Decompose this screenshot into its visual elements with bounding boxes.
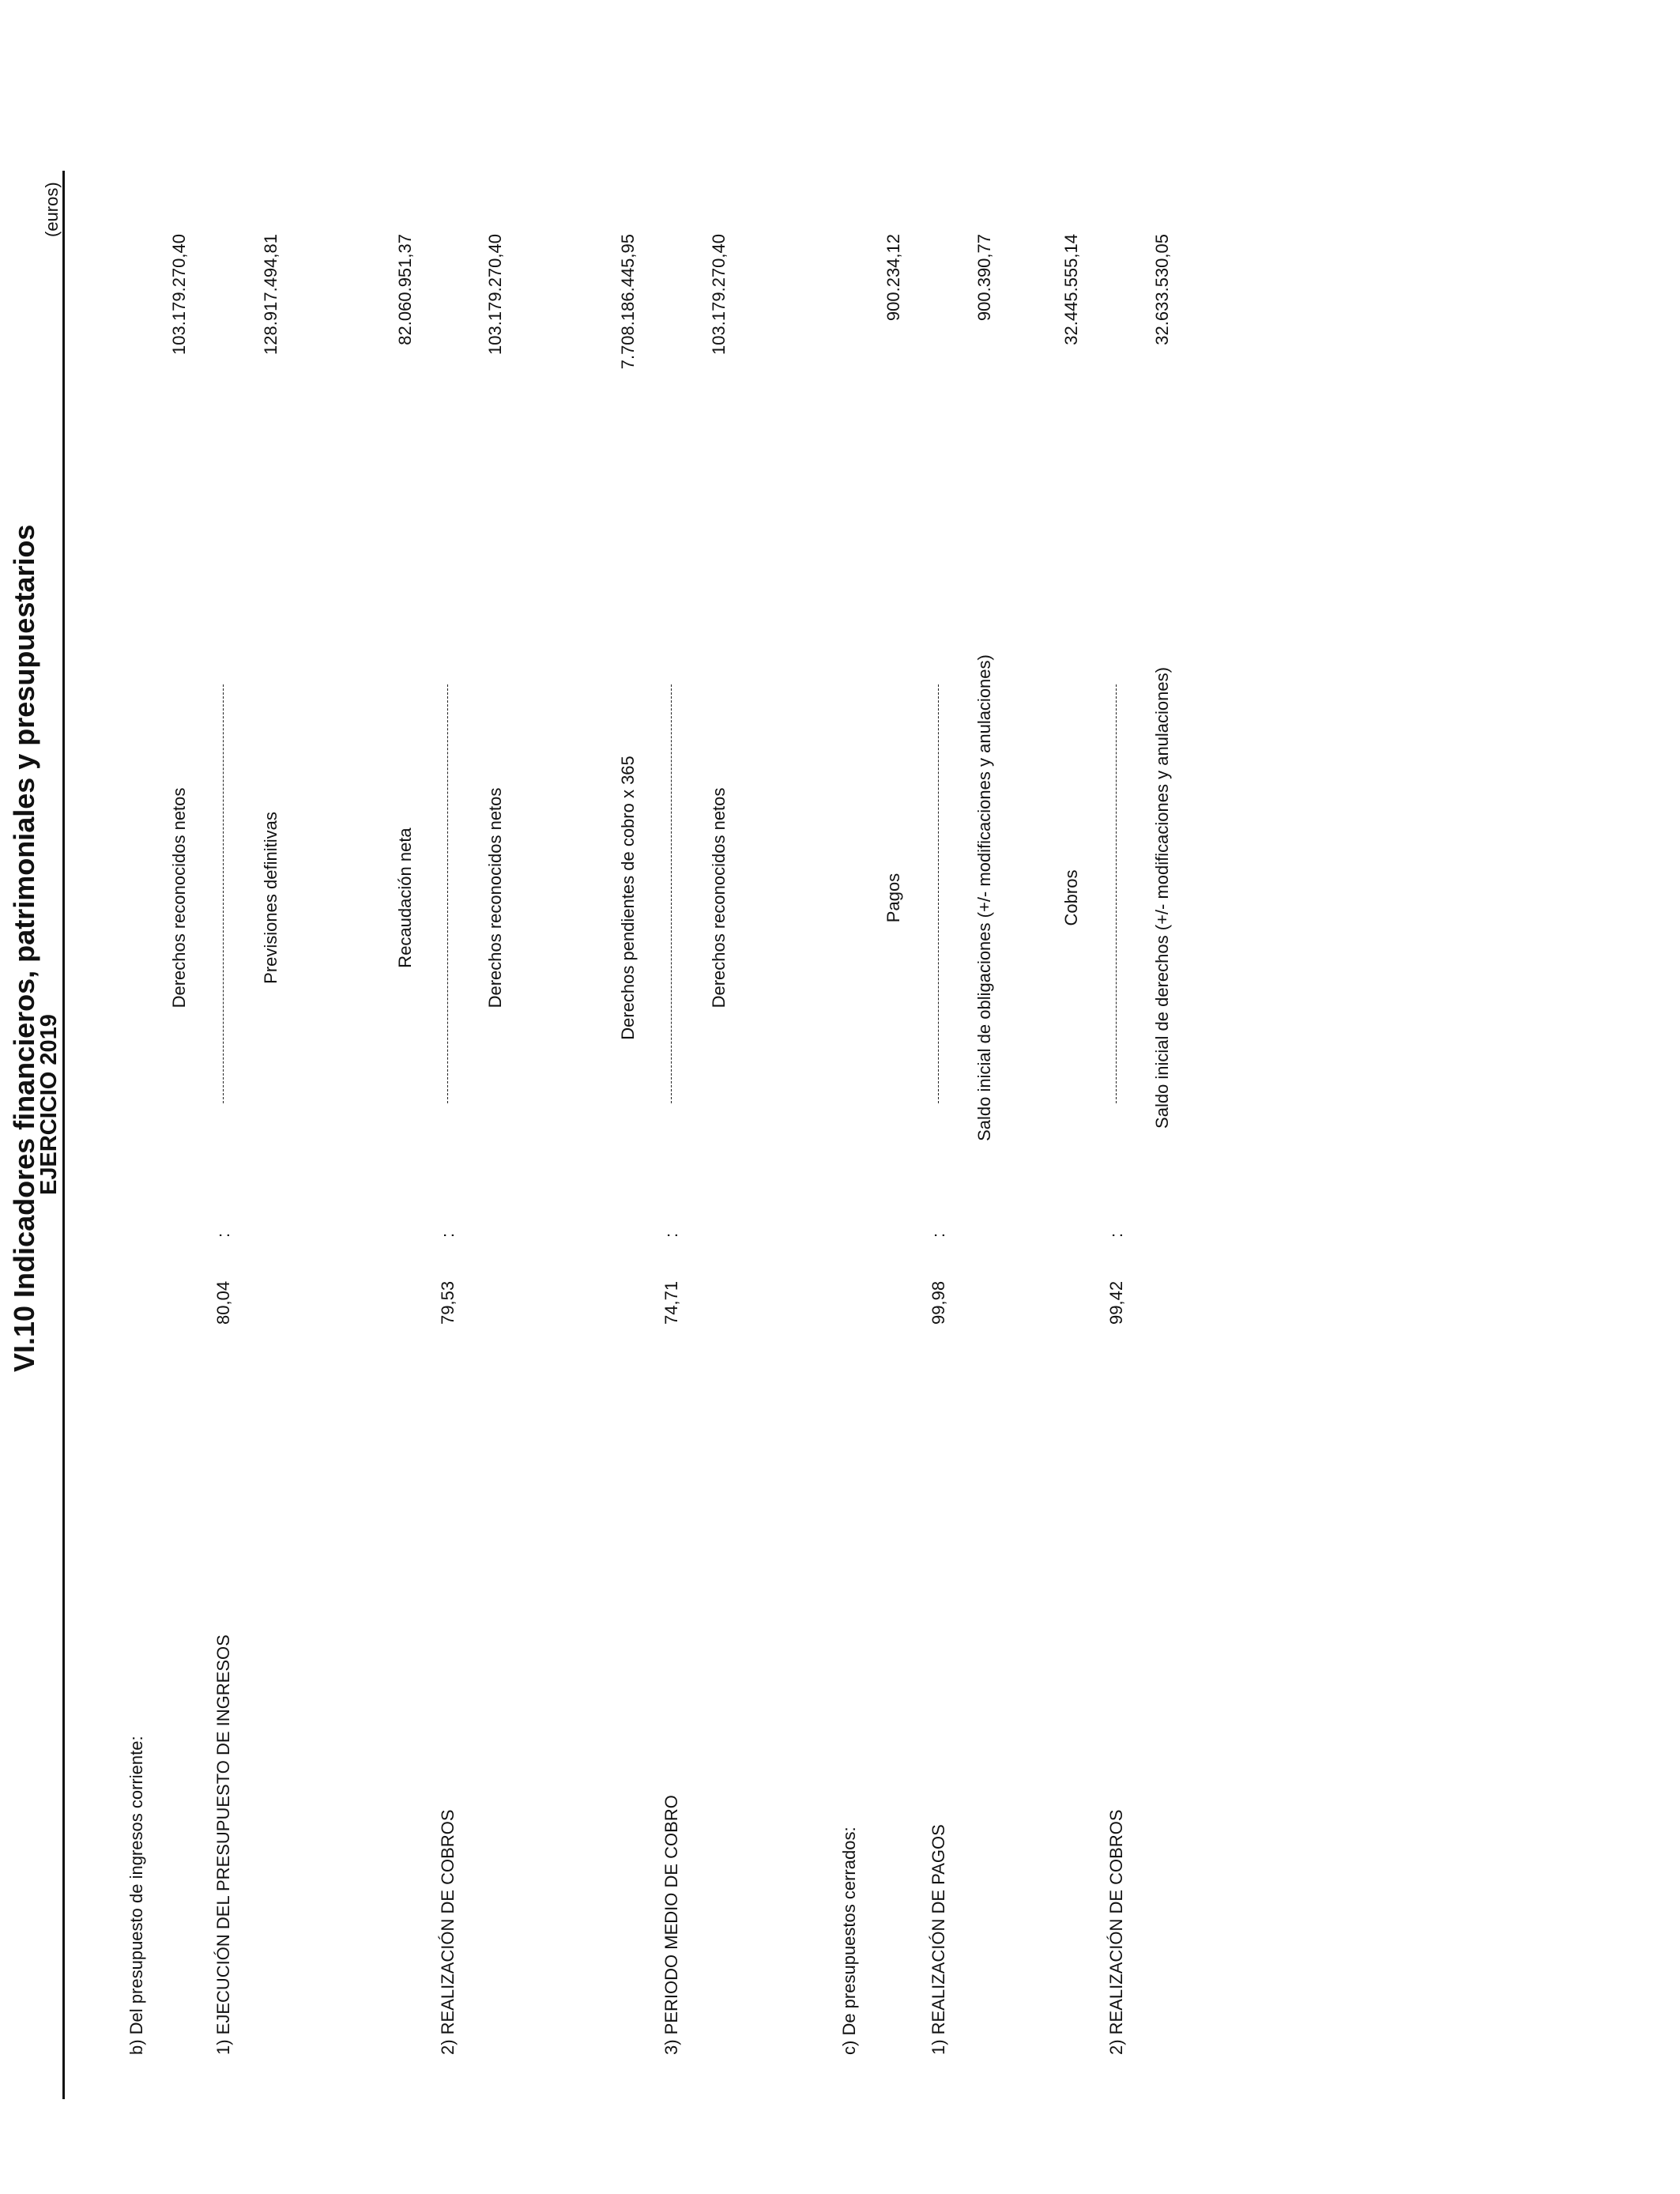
ejecucion-fraction-line: [223, 684, 224, 1103]
indicator-realizacion-label: 2) REALIZACIÓN DE COBROS: [438, 1809, 458, 2055]
ejecucion-denominator-amount: 128.917.494,81: [261, 234, 281, 355]
periodo-numerator: Derechos pendientes de cobro x 365: [618, 756, 638, 1040]
indicator-pagos-colon: :: [929, 1232, 948, 1238]
realizacion-numerator-amount: 82.060.951,37: [395, 234, 415, 345]
indicator-ejecucion-colon: :: [213, 1232, 233, 1238]
periodo-fraction-line: [671, 684, 672, 1103]
pagos-numerator-amount: 900.234,12: [883, 234, 903, 322]
pagos-denominator: Saldo inicial de obligaciones (+/- modificaciones y anulaciones): [974, 654, 994, 1141]
indicator-ejecucion-value: 80,04: [213, 1280, 233, 1325]
periodo-denominator: Derechos reconocidos netos: [709, 787, 729, 1008]
indicator-periodo-colon: :: [661, 1232, 681, 1238]
cobros-numerator-amount: 32.445.555,14: [1061, 234, 1081, 345]
periodo-denominator-amount: 103.179.270,40: [709, 234, 729, 355]
cobros-denominator: Saldo inicial de derechos (+/- modificaciones y anulaciones): [1152, 667, 1172, 1129]
cobros-numerator: Cobros: [1061, 869, 1081, 926]
realizacion-fraction-line: [447, 684, 448, 1103]
header-top-rule: [62, 171, 65, 2099]
realizacion-numerator: Recaudación neta: [395, 827, 415, 968]
indicator-periodo-value: 74,71: [661, 1280, 681, 1325]
indicator-cobros-colon: :: [1106, 1232, 1126, 1238]
pagos-fraction-line: [938, 684, 939, 1103]
indicator-realizacion-colon: :: [438, 1232, 458, 1238]
indicator-cobros-label: 2) REALIZACIÓN DE COBROS: [1106, 1809, 1126, 2055]
currency-unit: (euros): [42, 182, 62, 237]
ejecucion-denominator: Previsiones definitivas: [261, 812, 281, 984]
indicator-realizacion-value: 79,53: [438, 1280, 458, 1325]
cobros-fraction-line: [1116, 684, 1117, 1103]
ejecucion-numerator-amount: 103.179.270,40: [169, 234, 189, 355]
indicator-cobros-value: 99,42: [1106, 1280, 1126, 1325]
section-b-heading: b) Del presupuesto de ingresos corriente:: [126, 1736, 146, 2055]
pagos-denominator-amount: 900.390,77: [974, 234, 994, 322]
ejecucion-numerator: Derechos reconocidos netos: [169, 787, 189, 1008]
page-subtitle: EJERCICIO 2019: [36, 1014, 62, 1195]
periodo-numerator-amount: 7.708.186.445,95: [618, 234, 638, 370]
cobros-denominator-amount: 32.633.530,05: [1152, 234, 1172, 345]
realizacion-denominator: Derechos reconocidos netos: [485, 787, 505, 1008]
page-title: VI.10 Indicadores financieros, patrimoniales y presupuestarios: [8, 524, 40, 1372]
section-c-heading: c) De presupuestos cerrados:: [839, 1826, 859, 2055]
indicator-pagos-value: 99,98: [929, 1280, 948, 1325]
indicator-ejecucion-label: 1) EJECUCIÓN DEL PRESUPUESTO DE INGRESOS: [213, 1634, 233, 2055]
pagos-numerator: Pagos: [883, 873, 903, 923]
indicator-periodo-label: 3) PERIODO MEDIO DE COBRO: [661, 1795, 681, 2055]
realizacion-denominator-amount: 103.179.270,40: [485, 234, 505, 355]
indicator-pagos-label: 1) REALIZACIÓN DE PAGOS: [929, 1824, 948, 2055]
